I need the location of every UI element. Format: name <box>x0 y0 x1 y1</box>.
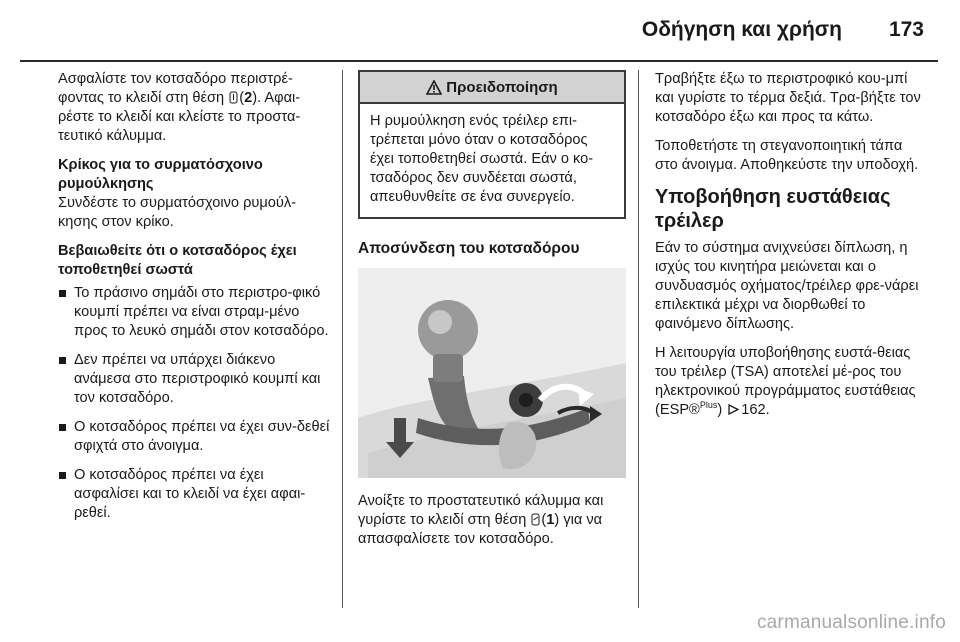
tsa-paragraph: Εάν το σύστημα ανιχνεύσει δίπλωση, η ισχύς του κινητήρα μειώνεται και ο συνδυασμός οχήματος/τρέιλερ φρε-νάρει επιλεκτικά μέχρι να διορθωθεί το φαινόμενο δίπλωσης. <box>655 240 919 332</box>
list-item: Το πράσινο σημάδι στο περιστρο-φικό κουμπί πρέπει να είναι στραμ-μένο προς το λευκό σημάδι στον κοτσαδόρο. <box>58 284 330 341</box>
key-lock-icon <box>229 91 238 104</box>
seal-paragraph: Τοποθετήστε τη στεγανοποιητική τάπα στο άνοιγμα. Αποθηκεύστε την υποδοχή. <box>655 138 919 173</box>
header-divider <box>20 60 938 62</box>
list-item: Δεν πρέπει να υπάρχει διάκενο ανάμεσα στο περιστροφικό κουμπί και τον κοτσαδόρο. <box>58 351 330 408</box>
warning-header <box>360 72 624 104</box>
intro-paragraph: Ασφαλίστε τον κοτσαδόρο περιστρέ-φοντας το κλειδί στη θέση (2). Αφαι-ρέστε το κλειδί και κλείστε το προστα-τευτικό κάλυμμα. <box>58 71 301 144</box>
warning-box <box>358 70 626 219</box>
list-item: Ο κοτσαδόρος πρέπει να έχει συν-δεθεί σφιχτά στο άνοιγμα. <box>58 418 330 456</box>
column-divider-right <box>638 70 639 608</box>
ring-heading: Κρίκος για το συρματόσχοινο ρυμούλκησης <box>58 157 263 192</box>
key-unlock-icon <box>531 513 540 526</box>
column-left <box>58 70 330 533</box>
bullet-square-icon <box>59 290 66 297</box>
page-reference-arrow-icon <box>728 404 739 415</box>
page-header <box>0 0 960 62</box>
check-heading: Βεβαιωθείτε ότι ο κοτσαδόρος έχει τοποθετηθεί σωστά <box>58 243 297 278</box>
watermark: carmanualsonline.info <box>756 612 946 633</box>
column-middle <box>358 70 626 549</box>
bullet-square-icon <box>59 357 66 364</box>
column-right <box>655 70 927 430</box>
list-item: Ο κοτσαδόρος πρέπει να έχει ασφαλίσει και το κλειδί να έχει αφαι-ρεθεί. <box>58 466 330 523</box>
warning-text: Η ρυμούλκηση ενός τρέιλερ επι-τρέπεται μόνο όταν ο κοτσαδόρος έχει τοποθετηθεί σωστά. Εάν ο κο-τσαδόρος δεν συνδέεται σωστά, απευθυνθείτε σε ένα συνεργείο. <box>370 113 594 205</box>
bullet-square-icon <box>59 472 66 479</box>
tsa-heading: Υποβοήθηση ευστάθειας τρέιλερ <box>655 186 891 232</box>
column-divider-left <box>342 70 343 608</box>
tow-hitch-drawing <box>358 268 626 478</box>
remove-paragraph: Τραβήξτε έξω το περιστροφικό κου-μπί και γυρίστε το τέρμα δεξιά. Τρα-βήξτε τον κοτσαδόρο έξω και προς τα κάτω. <box>655 71 921 125</box>
check-list <box>58 284 330 523</box>
warning-triangle-icon <box>426 80 442 95</box>
warning-title: Προειδοποίηση <box>446 78 558 96</box>
ring-text: Συνδέστε το συρματόσχοινο ρυμούλ-κησης στον κρίκο. <box>58 195 297 230</box>
page-title: Οδήγηση και χρήση <box>641 18 842 41</box>
page-reference[interactable]: 162. <box>741 402 770 418</box>
page-number: 173 <box>888 18 924 41</box>
unlock-caption: Ανοίξτε το προστατευτικό κάλυμμα και γυρίστε το κλειδί στη θέση (1) για να απασφαλίσετε τον κοτσαδόρο. <box>358 493 604 547</box>
tsa-esp-paragraph: Η λειτουργία υποβοήθησης ευστά-θειας του τρέιλερ (TSA) αποτελεί μέ-ρος του ηλεκτρονικού προγράμματος ευστάθειας (ESP®$^{Plus}$) 162. <box>655 345 916 418</box>
bullet-square-icon <box>59 424 66 431</box>
section-heading: Αποσύνδεση του κοτσαδόρου <box>358 240 580 257</box>
tow-hitch-illustration <box>358 268 626 478</box>
